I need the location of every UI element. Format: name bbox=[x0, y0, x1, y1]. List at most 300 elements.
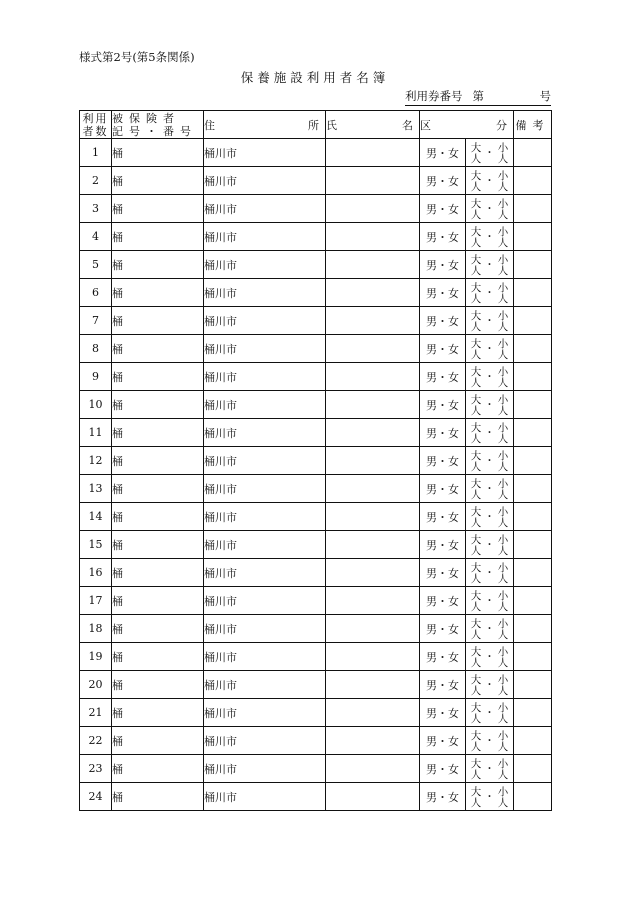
header-name-a: 氏 bbox=[326, 118, 337, 132]
notes-cell[interactable] bbox=[514, 727, 552, 755]
row-number: 3 bbox=[80, 195, 112, 223]
age-category bbox=[471, 283, 509, 305]
age-category-cell[interactable] bbox=[466, 671, 514, 699]
insured-number-cell[interactable]: 桶 bbox=[112, 783, 204, 811]
age-child-1: 小 bbox=[497, 141, 509, 154]
table-row bbox=[80, 419, 552, 447]
age-separator: ・ bbox=[484, 455, 495, 467]
age-adult-1: 大 bbox=[470, 197, 482, 210]
address-cell[interactable]: 桶川市 bbox=[204, 279, 326, 307]
age-category-cell[interactable] bbox=[466, 251, 514, 279]
sex-cell[interactable]: 男・女 bbox=[420, 391, 466, 419]
insured-number-cell[interactable]: 桶 bbox=[112, 251, 204, 279]
age-category-cell[interactable] bbox=[466, 391, 514, 419]
notes-cell[interactable] bbox=[514, 559, 552, 587]
age-category bbox=[471, 647, 509, 669]
name-cell[interactable] bbox=[326, 475, 420, 503]
age-category-cell[interactable] bbox=[466, 363, 514, 391]
row-number: 15 bbox=[80, 531, 112, 559]
name-cell[interactable] bbox=[326, 419, 420, 447]
age-category bbox=[471, 479, 509, 501]
address-cell[interactable]: 桶川市 bbox=[204, 643, 326, 671]
address-cell[interactable]: 桶川市 bbox=[204, 419, 326, 447]
age-separator: ・ bbox=[484, 651, 495, 663]
name-cell[interactable] bbox=[326, 223, 420, 251]
table-row bbox=[80, 139, 552, 167]
insured-number-cell[interactable]: 桶 bbox=[112, 559, 204, 587]
header-user-count-line2: 者数 bbox=[82, 124, 109, 138]
age-adult-1: 大 bbox=[470, 309, 482, 322]
sex-cell[interactable]: 男・女 bbox=[420, 699, 466, 727]
age-category-cell[interactable] bbox=[466, 727, 514, 755]
notes-cell[interactable] bbox=[514, 335, 552, 363]
age-child-2: 人 bbox=[497, 376, 509, 389]
age-separator: ・ bbox=[484, 203, 495, 215]
age-adult-1: 大 bbox=[470, 141, 482, 154]
age-child-2: 人 bbox=[497, 796, 509, 809]
age-category bbox=[471, 367, 509, 389]
insured-number-cell[interactable]: 桶 bbox=[112, 727, 204, 755]
age-category-cell[interactable] bbox=[466, 783, 514, 811]
name-cell[interactable] bbox=[326, 447, 420, 475]
age-separator: ・ bbox=[484, 175, 495, 187]
sex-cell[interactable]: 男・女 bbox=[420, 363, 466, 391]
name-cell[interactable] bbox=[326, 643, 420, 671]
address-cell[interactable]: 桶川市 bbox=[204, 251, 326, 279]
age-category bbox=[471, 619, 509, 641]
age-child-2: 人 bbox=[497, 572, 509, 585]
voucher-go: 号 bbox=[539, 89, 551, 103]
age-child-1: 小 bbox=[497, 533, 509, 546]
age-child-2: 人 bbox=[497, 348, 509, 361]
address-cell[interactable]: 桶川市 bbox=[204, 223, 326, 251]
address-cell[interactable]: 桶川市 bbox=[204, 699, 326, 727]
row-number: 20 bbox=[80, 671, 112, 699]
age-adult-2: 人 bbox=[470, 348, 482, 361]
age-child-1: 小 bbox=[497, 477, 509, 490]
age-category bbox=[471, 199, 509, 221]
name-cell[interactable] bbox=[326, 251, 420, 279]
address-cell[interactable]: 桶川市 bbox=[204, 475, 326, 503]
address-cell[interactable]: 桶川市 bbox=[204, 559, 326, 587]
age-separator: ・ bbox=[484, 231, 495, 243]
age-category-cell[interactable] bbox=[466, 419, 514, 447]
roster-body bbox=[80, 139, 552, 811]
header-name bbox=[326, 111, 420, 139]
age-child-1: 小 bbox=[497, 253, 509, 266]
header-address-a: 住 bbox=[204, 118, 215, 132]
row-number: 13 bbox=[80, 475, 112, 503]
insured-number-cell[interactable]: 桶 bbox=[112, 279, 204, 307]
notes-cell[interactable] bbox=[514, 615, 552, 643]
sex-cell[interactable]: 男・女 bbox=[420, 643, 466, 671]
address-cell[interactable]: 桶川市 bbox=[204, 615, 326, 643]
table-row bbox=[80, 391, 552, 419]
age-child-1: 小 bbox=[497, 225, 509, 238]
age-category-cell[interactable] bbox=[466, 167, 514, 195]
address-cell[interactable]: 桶川市 bbox=[204, 755, 326, 783]
insured-number-cell[interactable]: 桶 bbox=[112, 363, 204, 391]
table-row bbox=[80, 475, 552, 503]
table-row bbox=[80, 167, 552, 195]
age-adult-2: 人 bbox=[470, 432, 482, 445]
age-child-1: 小 bbox=[497, 785, 509, 798]
age-child-1: 小 bbox=[497, 589, 509, 602]
sex-cell[interactable]: 男・女 bbox=[420, 223, 466, 251]
age-adult-1: 大 bbox=[470, 561, 482, 574]
age-adult-1: 大 bbox=[470, 225, 482, 238]
insured-number-cell[interactable]: 桶 bbox=[112, 307, 204, 335]
name-cell[interactable] bbox=[326, 195, 420, 223]
age-category-cell[interactable] bbox=[466, 447, 514, 475]
age-separator: ・ bbox=[484, 147, 495, 159]
age-child-2: 人 bbox=[497, 432, 509, 445]
age-adult-2: 人 bbox=[470, 264, 482, 277]
age-adult-1: 大 bbox=[470, 589, 482, 602]
header-address bbox=[204, 111, 326, 139]
name-cell[interactable] bbox=[326, 139, 420, 167]
age-category bbox=[471, 535, 509, 557]
header-insured-line2: 記号・番号 bbox=[112, 124, 197, 138]
age-category-cell[interactable] bbox=[466, 559, 514, 587]
sex-cell[interactable]: 男・女 bbox=[420, 139, 466, 167]
header-notes: 備考 bbox=[514, 111, 552, 139]
address-cell[interactable]: 桶川市 bbox=[204, 391, 326, 419]
age-separator: ・ bbox=[484, 679, 495, 691]
notes-cell[interactable] bbox=[514, 391, 552, 419]
notes-cell[interactable] bbox=[514, 195, 552, 223]
age-category-cell[interactable] bbox=[466, 699, 514, 727]
sex-cell[interactable]: 男・女 bbox=[420, 783, 466, 811]
age-category bbox=[471, 423, 509, 445]
age-child-1: 小 bbox=[497, 757, 509, 770]
name-cell[interactable] bbox=[326, 755, 420, 783]
sex-cell[interactable]: 男・女 bbox=[420, 251, 466, 279]
age-separator: ・ bbox=[484, 399, 495, 411]
address-cell[interactable]: 桶川市 bbox=[204, 783, 326, 811]
age-category-cell[interactable] bbox=[466, 475, 514, 503]
age-category-cell[interactable] bbox=[466, 223, 514, 251]
sex-cell[interactable]: 男・女 bbox=[420, 503, 466, 531]
sex-cell[interactable]: 男・女 bbox=[420, 279, 466, 307]
insured-number-cell[interactable]: 桶 bbox=[112, 167, 204, 195]
insured-number-cell[interactable]: 桶 bbox=[112, 335, 204, 363]
age-child-2: 人 bbox=[497, 404, 509, 417]
age-adult-1: 大 bbox=[470, 757, 482, 770]
table-row bbox=[80, 335, 552, 363]
age-child-2: 人 bbox=[497, 292, 509, 305]
sex-cell[interactable]: 男・女 bbox=[420, 167, 466, 195]
age-adult-2: 人 bbox=[470, 516, 482, 529]
sex-cell[interactable]: 男・女 bbox=[420, 475, 466, 503]
age-adult-2: 人 bbox=[470, 236, 482, 249]
header-insured-line1: 被保険者 bbox=[112, 111, 180, 125]
name-cell[interactable] bbox=[326, 699, 420, 727]
age-child-1: 小 bbox=[497, 197, 509, 210]
age-category bbox=[471, 563, 509, 585]
notes-cell[interactable] bbox=[514, 167, 552, 195]
insured-number-cell[interactable]: 桶 bbox=[112, 755, 204, 783]
address-cell[interactable]: 桶川市 bbox=[204, 195, 326, 223]
age-category bbox=[471, 311, 509, 333]
notes-cell[interactable] bbox=[514, 699, 552, 727]
age-category bbox=[471, 171, 509, 193]
age-category-cell[interactable] bbox=[466, 531, 514, 559]
name-cell[interactable] bbox=[326, 531, 420, 559]
header-address-b: 所 bbox=[308, 118, 319, 132]
age-separator: ・ bbox=[484, 427, 495, 439]
name-cell[interactable] bbox=[326, 559, 420, 587]
notes-cell[interactable] bbox=[514, 307, 552, 335]
header-insured-number bbox=[112, 111, 204, 139]
name-cell[interactable] bbox=[326, 503, 420, 531]
age-child-2: 人 bbox=[497, 488, 509, 501]
row-number: 16 bbox=[80, 559, 112, 587]
age-child-2: 人 bbox=[497, 740, 509, 753]
sex-cell[interactable]: 男・女 bbox=[420, 755, 466, 783]
table-row bbox=[80, 531, 552, 559]
name-cell[interactable] bbox=[326, 727, 420, 755]
address-cell[interactable]: 桶川市 bbox=[204, 307, 326, 335]
row-number: 18 bbox=[80, 615, 112, 643]
table-row bbox=[80, 195, 552, 223]
name-cell[interactable] bbox=[326, 671, 420, 699]
age-child-1: 小 bbox=[497, 729, 509, 742]
sex-cell[interactable]: 男・女 bbox=[420, 335, 466, 363]
age-adult-2: 人 bbox=[470, 796, 482, 809]
sex-cell[interactable]: 男・女 bbox=[420, 559, 466, 587]
age-adult-2: 人 bbox=[470, 488, 482, 501]
age-child-2: 人 bbox=[497, 628, 509, 641]
address-cell[interactable]: 桶川市 bbox=[204, 447, 326, 475]
age-category-cell[interactable] bbox=[466, 307, 514, 335]
form-number: 様式第2号(第5条関係) bbox=[79, 50, 195, 64]
insured-number-cell[interactable]: 桶 bbox=[112, 419, 204, 447]
age-adult-2: 人 bbox=[470, 544, 482, 557]
insured-number-cell[interactable]: 桶 bbox=[112, 699, 204, 727]
notes-cell[interactable] bbox=[514, 643, 552, 671]
insured-number-cell[interactable]: 桶 bbox=[112, 587, 204, 615]
age-adult-2: 人 bbox=[470, 208, 482, 221]
age-adult-1: 大 bbox=[470, 169, 482, 182]
notes-cell[interactable] bbox=[514, 447, 552, 475]
age-adult-1: 大 bbox=[470, 281, 482, 294]
age-adult-2: 人 bbox=[470, 460, 482, 473]
name-cell[interactable] bbox=[326, 335, 420, 363]
age-separator: ・ bbox=[484, 483, 495, 495]
age-child-2: 人 bbox=[497, 236, 509, 249]
notes-cell[interactable] bbox=[514, 783, 552, 811]
notes-cell[interactable] bbox=[514, 363, 552, 391]
age-category-cell[interactable] bbox=[466, 755, 514, 783]
sex-cell[interactable]: 男・女 bbox=[420, 419, 466, 447]
table-row bbox=[80, 587, 552, 615]
row-number: 23 bbox=[80, 755, 112, 783]
age-category-cell[interactable] bbox=[466, 335, 514, 363]
row-number: 5 bbox=[80, 251, 112, 279]
insured-number-cell[interactable]: 桶 bbox=[112, 139, 204, 167]
age-separator: ・ bbox=[484, 791, 495, 803]
insured-number-cell[interactable]: 桶 bbox=[112, 615, 204, 643]
age-category bbox=[471, 339, 509, 361]
sex-cell[interactable]: 男・女 bbox=[420, 447, 466, 475]
notes-cell[interactable] bbox=[514, 279, 552, 307]
name-cell[interactable] bbox=[326, 307, 420, 335]
age-adult-1: 大 bbox=[470, 533, 482, 546]
age-adult-1: 大 bbox=[470, 617, 482, 630]
voucher-number-field bbox=[405, 88, 551, 106]
name-cell[interactable] bbox=[326, 615, 420, 643]
age-child-1: 小 bbox=[497, 617, 509, 630]
insured-number-cell[interactable]: 桶 bbox=[112, 391, 204, 419]
address-cell[interactable]: 桶川市 bbox=[204, 531, 326, 559]
age-child-1: 小 bbox=[497, 645, 509, 658]
age-separator: ・ bbox=[484, 287, 495, 299]
age-category bbox=[471, 675, 509, 697]
name-cell[interactable] bbox=[326, 587, 420, 615]
age-separator: ・ bbox=[484, 707, 495, 719]
age-adult-2: 人 bbox=[470, 768, 482, 781]
insured-number-cell[interactable]: 桶 bbox=[112, 195, 204, 223]
voucher-label: 利用券番号 bbox=[405, 89, 463, 103]
notes-cell[interactable] bbox=[514, 223, 552, 251]
age-adult-1: 大 bbox=[470, 253, 482, 266]
sex-cell[interactable]: 男・女 bbox=[420, 307, 466, 335]
age-category bbox=[471, 395, 509, 417]
age-category-cell[interactable] bbox=[466, 195, 514, 223]
sex-cell[interactable]: 男・女 bbox=[420, 587, 466, 615]
notes-cell[interactable] bbox=[514, 531, 552, 559]
sex-cell[interactable]: 男・女 bbox=[420, 727, 466, 755]
age-adult-2: 人 bbox=[470, 292, 482, 305]
name-cell[interactable] bbox=[326, 167, 420, 195]
age-adult-2: 人 bbox=[470, 152, 482, 165]
age-adult-1: 大 bbox=[470, 505, 482, 518]
age-adult-2: 人 bbox=[470, 320, 482, 333]
address-cell[interactable]: 桶川市 bbox=[204, 503, 326, 531]
age-child-1: 小 bbox=[497, 281, 509, 294]
age-separator: ・ bbox=[484, 539, 495, 551]
header-class-b: 分 bbox=[496, 118, 507, 132]
age-category-cell[interactable] bbox=[466, 615, 514, 643]
table-row bbox=[80, 615, 552, 643]
name-cell[interactable] bbox=[326, 783, 420, 811]
age-category bbox=[471, 143, 509, 165]
age-adult-1: 大 bbox=[470, 421, 482, 434]
age-category-cell[interactable] bbox=[466, 587, 514, 615]
address-cell[interactable]: 桶川市 bbox=[204, 587, 326, 615]
notes-cell[interactable] bbox=[514, 755, 552, 783]
age-child-1: 小 bbox=[497, 505, 509, 518]
insured-number-cell[interactable]: 桶 bbox=[112, 223, 204, 251]
age-category-cell[interactable] bbox=[466, 503, 514, 531]
notes-cell[interactable] bbox=[514, 475, 552, 503]
row-number: 21 bbox=[80, 699, 112, 727]
age-category bbox=[471, 227, 509, 249]
address-cell[interactable]: 桶川市 bbox=[204, 167, 326, 195]
age-category bbox=[471, 731, 509, 753]
name-cell[interactable] bbox=[326, 391, 420, 419]
age-adult-2: 人 bbox=[470, 628, 482, 641]
age-adult-2: 人 bbox=[470, 180, 482, 193]
row-number: 14 bbox=[80, 503, 112, 531]
name-cell[interactable] bbox=[326, 279, 420, 307]
table-row bbox=[80, 447, 552, 475]
user-roster-table bbox=[79, 110, 552, 811]
insured-number-cell[interactable]: 桶 bbox=[112, 447, 204, 475]
address-cell[interactable]: 桶川市 bbox=[204, 363, 326, 391]
age-child-1: 小 bbox=[497, 673, 509, 686]
notes-cell[interactable] bbox=[514, 671, 552, 699]
age-child-2: 人 bbox=[497, 600, 509, 613]
notes-cell[interactable] bbox=[514, 503, 552, 531]
header-class-a: 区 bbox=[420, 118, 431, 132]
sex-cell[interactable]: 男・女 bbox=[420, 531, 466, 559]
table-row bbox=[80, 279, 552, 307]
age-child-1: 小 bbox=[497, 337, 509, 350]
row-number: 2 bbox=[80, 167, 112, 195]
row-number: 19 bbox=[80, 643, 112, 671]
address-cell[interactable]: 桶川市 bbox=[204, 671, 326, 699]
insured-number-cell[interactable]: 桶 bbox=[112, 643, 204, 671]
age-adult-2: 人 bbox=[470, 656, 482, 669]
table-row bbox=[80, 363, 552, 391]
sex-cell[interactable]: 男・女 bbox=[420, 195, 466, 223]
age-separator: ・ bbox=[484, 511, 495, 523]
age-child-1: 小 bbox=[497, 449, 509, 462]
row-number: 17 bbox=[80, 587, 112, 615]
name-cell[interactable] bbox=[326, 363, 420, 391]
sex-cell[interactable]: 男・女 bbox=[420, 671, 466, 699]
age-category bbox=[471, 703, 509, 725]
age-separator: ・ bbox=[484, 315, 495, 327]
age-category bbox=[471, 451, 509, 473]
age-child-2: 人 bbox=[497, 712, 509, 725]
notes-cell[interactable] bbox=[514, 587, 552, 615]
table-row bbox=[80, 503, 552, 531]
notes-cell[interactable] bbox=[514, 139, 552, 167]
table-row bbox=[80, 251, 552, 279]
row-number: 22 bbox=[80, 727, 112, 755]
notes-cell[interactable] bbox=[514, 419, 552, 447]
sex-cell[interactable]: 男・女 bbox=[420, 615, 466, 643]
insured-number-cell[interactable]: 桶 bbox=[112, 531, 204, 559]
insured-number-cell[interactable]: 桶 bbox=[112, 671, 204, 699]
age-child-2: 人 bbox=[497, 208, 509, 221]
address-cell[interactable]: 桶川市 bbox=[204, 139, 326, 167]
age-category-cell[interactable] bbox=[466, 279, 514, 307]
age-adult-1: 大 bbox=[470, 337, 482, 350]
insured-number-cell[interactable]: 桶 bbox=[112, 503, 204, 531]
age-separator: ・ bbox=[484, 371, 495, 383]
row-number: 24 bbox=[80, 783, 112, 811]
address-cell[interactable]: 桶川市 bbox=[204, 727, 326, 755]
header-user-count-line1: 利用 bbox=[82, 111, 109, 125]
table-row bbox=[80, 755, 552, 783]
insured-number-cell[interactable]: 桶 bbox=[112, 475, 204, 503]
age-category bbox=[471, 787, 509, 809]
age-adult-1: 大 bbox=[470, 785, 482, 798]
age-adult-2: 人 bbox=[470, 572, 482, 585]
address-cell[interactable]: 桶川市 bbox=[204, 335, 326, 363]
age-adult-1: 大 bbox=[470, 365, 482, 378]
row-number: 7 bbox=[80, 307, 112, 335]
age-adult-2: 人 bbox=[470, 404, 482, 417]
age-child-1: 小 bbox=[497, 421, 509, 434]
notes-cell[interactable] bbox=[514, 251, 552, 279]
age-category-cell[interactable] bbox=[466, 643, 514, 671]
age-category-cell[interactable] bbox=[466, 139, 514, 167]
